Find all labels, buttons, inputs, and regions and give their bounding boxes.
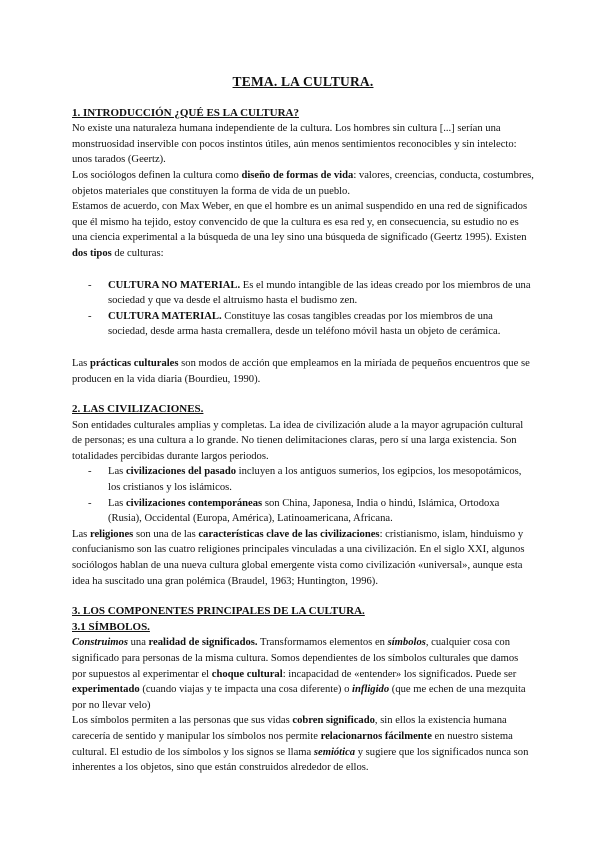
- section-1-heading: 1. INTRODUCCIÓN ¿QUÉ ES LA CULTURA?: [72, 106, 299, 119]
- culture-types-list: [72, 278, 534, 340]
- subsection-3-1-heading: 3.1 SÍMBOLOS.: [72, 620, 150, 633]
- document-title: TEMA. LA CULTURA.: [232, 74, 374, 89]
- list-item: - CULTURA MATERIAL. Constituye las cosas tangibles creadas por los miembros de una sociedad, desde arma hasta cremallera, desde un teléfono móvil hasta un objeto de cerámica.: [88, 310, 501, 338]
- s3-paragraph-1: Construimos una realidad de significados. Transformamos elementos en símbolos, cualquier cosa con significado para personas de la misma cultura. Somos dependientes de los símbolos culturales que damos por supuestos al experimentar el choque cultural: incapacidad de «entender» los significados. Puede ser experimentado (cuando viajas y te impacta una cosa diferente) o infligido (que me echen de una mezquita por no llevar velo): [72, 637, 526, 711]
- s1-paragraph-3: Estamos de acuerdo, con Max Weber, en que el hombre es un animal suspendido en una red de significados que él mismo ha tejido, estoy convencido de que la cultura es esa red y, en consecuencia, su estudio no es una ciencia experimental a la búsqueda de una ley sino una búsqueda de significado (Geertz 1995). Existen dos tipos de culturas:: [72, 201, 528, 259]
- list-item: - CULTURA NO MATERIAL. Es el mundo intangible de las ideas creado por los miembros de una sociedad y que va desde el altruismo hasta el budismo zen.: [88, 279, 531, 307]
- bold-term: diseño de formas de vida: [241, 169, 354, 181]
- bold-term: dos tipos: [72, 247, 112, 259]
- s1-paragraph-1: No existe una naturaleza humana independiente de la cultura. Los hombres sin cultura [...] serían una monstruosidad inservible con pocos instintos útiles, aún menos sentimientos reconocibles y sin intelecto: unos tarados (Geertz).: [72, 123, 517, 166]
- s2-paragraph-1: Son entidades culturales amplias y completas. La idea de civilización alude a la mayor agrupación cultural de personas; es una cultura a lo grande. No tienen delimitaciones claras, pero sí una larga existencia. Son totalidades percibidas durante largos periodos.: [72, 419, 524, 462]
- section-3-heading: 3. LOS COMPONENTES PRINCIPALES DE LA CULTURA.: [72, 605, 365, 618]
- bold-term: prácticas culturales: [89, 357, 179, 369]
- list-item: - Las civilizaciones contemporáneas son China, Japonesa, India o hindú, Islámica, Ortodoxa (Rusia), Occidental (Europa, América), Latinoamericana, Africana.: [88, 497, 500, 525]
- s2-paragraph-2: Las religiones son una de las características clave de las civilizaciones: cristianismo, islam, hinduismo y confucianismo son las cuatro religiones principales vinculadas a una civilización. En el siglo XXI, algunos sociólogos hablan de una nueva cultura global emergente vista como civilización «universal», aunque esta idea ha suscitado una gran polémica (Braudel, 1963; Huntington, 1996).: [72, 528, 525, 587]
- s3-paragraph-2: Los símbolos permiten a las personas que sus vidas cobren significado, sin ellos la existencia humana carecería de sentido y manipular los símbolos nos permite relacionarnos fácilmente en nuestro sistema cultural. El estudio de los símbolos y los signos se llama semiótica y sugiere que los significados nunca son inherentes a los objetos, sino que están construidos alrededor de ellos.: [72, 715, 529, 774]
- s1-paragraph-4: Las prácticas culturales son modos de acción que empleamos en la miríada de pequeños encuentros que se producen en la vida diaria (Bourdieu, 1990).: [72, 357, 530, 385]
- s1-paragraph-2: Los sociólogos definen la cultura como diseño de formas de vida: valores, creencias, conducta, costumbres, objetos materiales que constituyen la forma de vida de un pueblo.: [72, 169, 534, 197]
- civilizations-list: [72, 464, 534, 526]
- list-item: - Las civilizaciones del pasado incluyen a los antiguos sumerios, los egipcios, los mesopotámicos, los cristianos y los islámicos.: [88, 466, 522, 494]
- section-2-heading: 2. LAS CIVILIZACIONES.: [72, 403, 204, 416]
